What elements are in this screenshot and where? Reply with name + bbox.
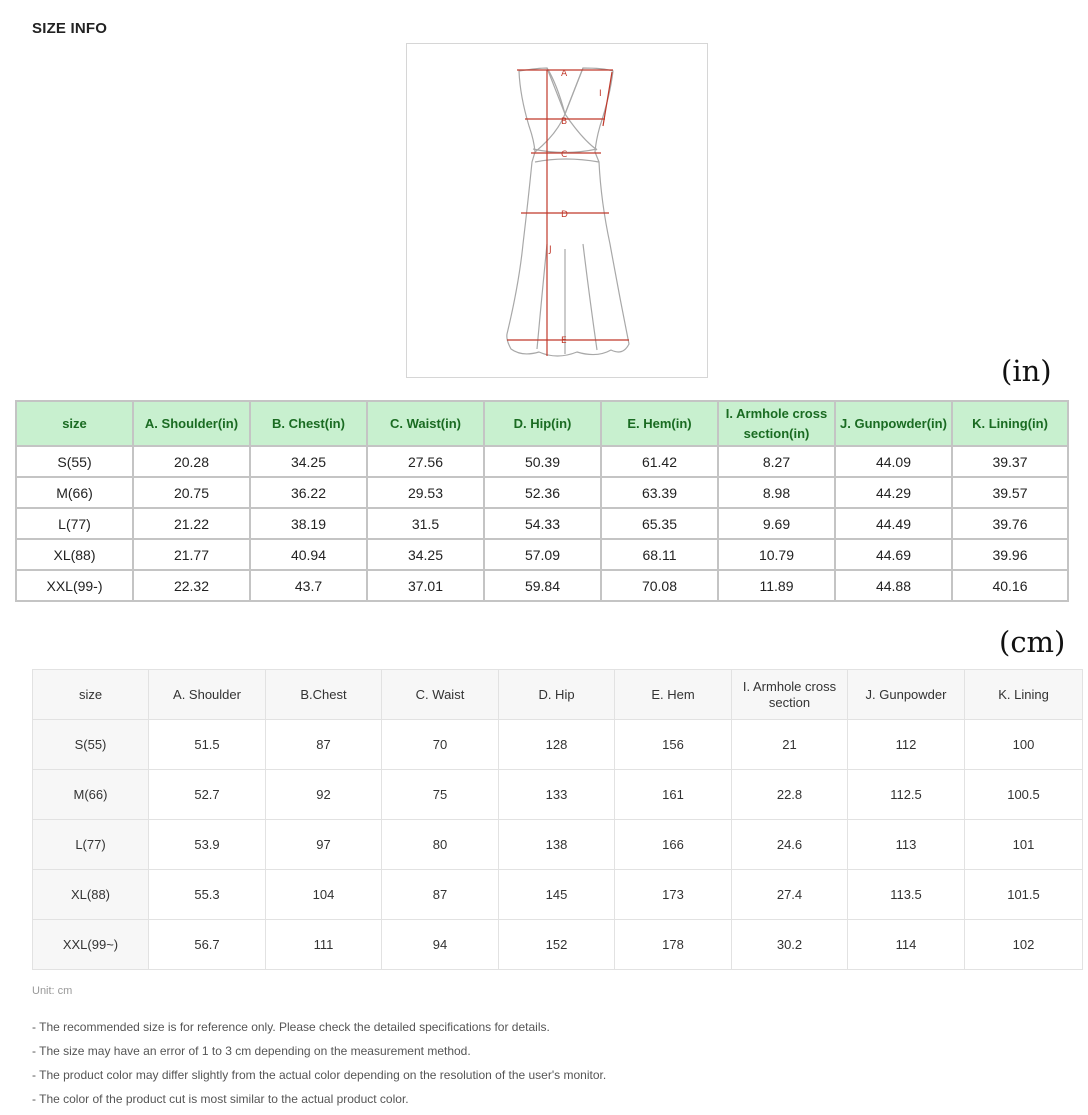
measurement-cell: 21.22 xyxy=(133,508,250,539)
measurement-cell: 54.33 xyxy=(484,508,601,539)
measurement-cell: 27.4 xyxy=(732,870,848,920)
note-item: - The product color may differ slightly from the actual color depending on the resolution of the user's monitor. xyxy=(32,1068,607,1082)
header-hip: D. Hip xyxy=(499,670,615,720)
cm-table-header-row xyxy=(33,670,1083,720)
header-chest: B. Chest(in) xyxy=(250,401,367,446)
diagram-label-j: J xyxy=(549,245,552,255)
measurement-cell: 40.16 xyxy=(952,570,1068,601)
diagram-label-b: B xyxy=(561,117,568,127)
measurement-cell: 39.76 xyxy=(952,508,1068,539)
table-row xyxy=(33,820,1083,870)
measurement-cell: 21 xyxy=(732,720,848,770)
header-hem: E. Hem xyxy=(615,670,732,720)
note-item: - The recommended size is for reference only. Please check the detailed specifications for details. xyxy=(32,1020,550,1034)
measurement-cell: 92 xyxy=(266,770,382,820)
measurement-cell: 101.5 xyxy=(965,870,1083,920)
measurement-cell: 87 xyxy=(266,720,382,770)
header-lining: K. Lining xyxy=(965,670,1083,720)
diagram-label-i: I xyxy=(599,89,602,99)
measurement-cell: 128 xyxy=(499,720,615,770)
inch-size-table xyxy=(15,400,1069,602)
size-cell: XL(88) xyxy=(16,539,133,570)
measurement-cell: 87 xyxy=(382,870,499,920)
dress-icon xyxy=(407,44,707,377)
measurement-cell: 173 xyxy=(615,870,732,920)
measurement-cell: 70 xyxy=(382,720,499,770)
header-armhole: I. Armhole cross section xyxy=(732,670,848,720)
cm-unit-label: (cm) xyxy=(999,625,1066,659)
table-row xyxy=(16,570,1068,601)
size-cell: M(66) xyxy=(16,477,133,508)
table-row xyxy=(33,770,1083,820)
size-cell: XXL(99~) xyxy=(33,920,149,970)
diagram-label-d: D xyxy=(561,210,568,220)
cm-table-body xyxy=(33,720,1083,970)
measurement-cell: 39.37 xyxy=(952,446,1068,477)
measurement-cell: 34.25 xyxy=(367,539,484,570)
inch-table-header-row xyxy=(16,401,1068,446)
measurement-cell: 113 xyxy=(848,820,965,870)
table-row xyxy=(16,477,1068,508)
size-cell: XL(88) xyxy=(33,870,149,920)
measurement-cell: 68.11 xyxy=(601,539,718,570)
measurement-cell: 50.39 xyxy=(484,446,601,477)
size-cell: XXL(99-) xyxy=(16,570,133,601)
header-armhole: I. Armhole cross section(in) xyxy=(718,401,835,446)
note-item: - The color of the product cut is most similar to the actual product color. xyxy=(32,1092,409,1106)
header-size: size xyxy=(16,401,133,446)
measurement-cell: 21.77 xyxy=(133,539,250,570)
header-shoulder: A. Shoulder xyxy=(149,670,266,720)
measurement-cell: 11.89 xyxy=(718,570,835,601)
measurement-cell: 152 xyxy=(499,920,615,970)
measurement-cell: 59.84 xyxy=(484,570,601,601)
measurement-cell: 97 xyxy=(266,820,382,870)
size-cell: M(66) xyxy=(33,770,149,820)
measurement-cell: 22.8 xyxy=(732,770,848,820)
measurement-cell: 40.94 xyxy=(250,539,367,570)
diagram-label-e: E xyxy=(561,336,567,346)
measurement-cell: 43.7 xyxy=(250,570,367,601)
measurement-cell: 44.49 xyxy=(835,508,952,539)
measurement-cell: 22.32 xyxy=(133,570,250,601)
header-gunpowder: J. Gunpowder(in) xyxy=(835,401,952,446)
diagram-label-c: C xyxy=(561,150,568,160)
measurement-cell: 75 xyxy=(382,770,499,820)
measurement-cell: 114 xyxy=(848,920,965,970)
diagram-label-a: A xyxy=(561,69,568,79)
measurement-cell: 102 xyxy=(965,920,1083,970)
measurement-cell: 8.27 xyxy=(718,446,835,477)
measurement-cell: 10.79 xyxy=(718,539,835,570)
measurement-cell: 51.5 xyxy=(149,720,266,770)
header-hip: D. Hip(in) xyxy=(484,401,601,446)
measurement-cell: 27.56 xyxy=(367,446,484,477)
measurement-cell: 166 xyxy=(615,820,732,870)
measurement-cell: 29.53 xyxy=(367,477,484,508)
measurement-cell: 63.39 xyxy=(601,477,718,508)
measurement-cell: 65.35 xyxy=(601,508,718,539)
table-row xyxy=(16,446,1068,477)
measurement-cell: 101 xyxy=(965,820,1083,870)
size-cell: L(77) xyxy=(33,820,149,870)
table-row xyxy=(16,508,1068,539)
measurement-cell: 9.69 xyxy=(718,508,835,539)
header-chest: B.Chest xyxy=(266,670,382,720)
dress-measurement-diagram xyxy=(406,43,708,378)
measurement-cell: 113.5 xyxy=(848,870,965,920)
measurement-cell: 57.09 xyxy=(484,539,601,570)
measurement-cell: 20.75 xyxy=(133,477,250,508)
measurement-cell: 178 xyxy=(615,920,732,970)
notes-list xyxy=(32,1019,606,1115)
measurement-cell: 111 xyxy=(266,920,382,970)
measurement-cell: 156 xyxy=(615,720,732,770)
size-cell: L(77) xyxy=(16,508,133,539)
measurement-cell: 20.28 xyxy=(133,446,250,477)
cm-size-table xyxy=(32,669,1083,970)
measurement-cell: 39.96 xyxy=(952,539,1068,570)
measurement-cell: 8.98 xyxy=(718,477,835,508)
measurement-cell: 100.5 xyxy=(965,770,1083,820)
header-lining: K. Lining(in) xyxy=(952,401,1068,446)
table-row xyxy=(16,539,1068,570)
measurement-cell: 44.88 xyxy=(835,570,952,601)
table-row xyxy=(33,920,1083,970)
table-row xyxy=(33,870,1083,920)
measurement-cell: 104 xyxy=(266,870,382,920)
unit-note: Unit: cm xyxy=(32,985,73,997)
table-row xyxy=(33,720,1083,770)
header-waist: C. Waist(in) xyxy=(367,401,484,446)
measurement-cell: 61.42 xyxy=(601,446,718,477)
measurement-cell: 31.5 xyxy=(367,508,484,539)
note-item: - The size may have an error of 1 to 3 cm depending on the measurement method. xyxy=(32,1044,471,1058)
measurement-cell: 37.01 xyxy=(367,570,484,601)
inch-unit-label: (in) xyxy=(1001,354,1052,388)
measurement-cell: 80 xyxy=(382,820,499,870)
measurement-cell: 39.57 xyxy=(952,477,1068,508)
measurement-cell: 112.5 xyxy=(848,770,965,820)
measurement-cell: 52.36 xyxy=(484,477,601,508)
measurement-cell: 44.69 xyxy=(835,539,952,570)
measurement-cell: 112 xyxy=(848,720,965,770)
measurement-cell: 24.6 xyxy=(732,820,848,870)
measurement-cell: 56.7 xyxy=(149,920,266,970)
measurement-cell: 36.22 xyxy=(250,477,367,508)
measurement-cell: 52.7 xyxy=(149,770,266,820)
measurement-cell: 138 xyxy=(499,820,615,870)
measurement-cell: 53.9 xyxy=(149,820,266,870)
measurement-cell: 133 xyxy=(499,770,615,820)
measurement-cell: 34.25 xyxy=(250,446,367,477)
header-shoulder: A. Shoulder(in) xyxy=(133,401,250,446)
header-waist: C. Waist xyxy=(382,670,499,720)
measurement-cell: 30.2 xyxy=(732,920,848,970)
measurement-cell: 94 xyxy=(382,920,499,970)
measurement-cell: 38.19 xyxy=(250,508,367,539)
size-cell: S(55) xyxy=(33,720,149,770)
inch-table-body xyxy=(16,446,1068,601)
header-size: size xyxy=(33,670,149,720)
measurement-cell: 70.08 xyxy=(601,570,718,601)
measurement-cell: 44.09 xyxy=(835,446,952,477)
measurement-cell: 100 xyxy=(965,720,1083,770)
measurement-cell: 55.3 xyxy=(149,870,266,920)
header-hem: E. Hem(in) xyxy=(601,401,718,446)
measurement-cell: 161 xyxy=(615,770,732,820)
measurement-cell: 44.29 xyxy=(835,477,952,508)
size-cell: S(55) xyxy=(16,446,133,477)
header-gunpowder: J. Gunpowder xyxy=(848,670,965,720)
page-title: SIZE INFO xyxy=(32,20,108,37)
measurement-cell: 145 xyxy=(499,870,615,920)
